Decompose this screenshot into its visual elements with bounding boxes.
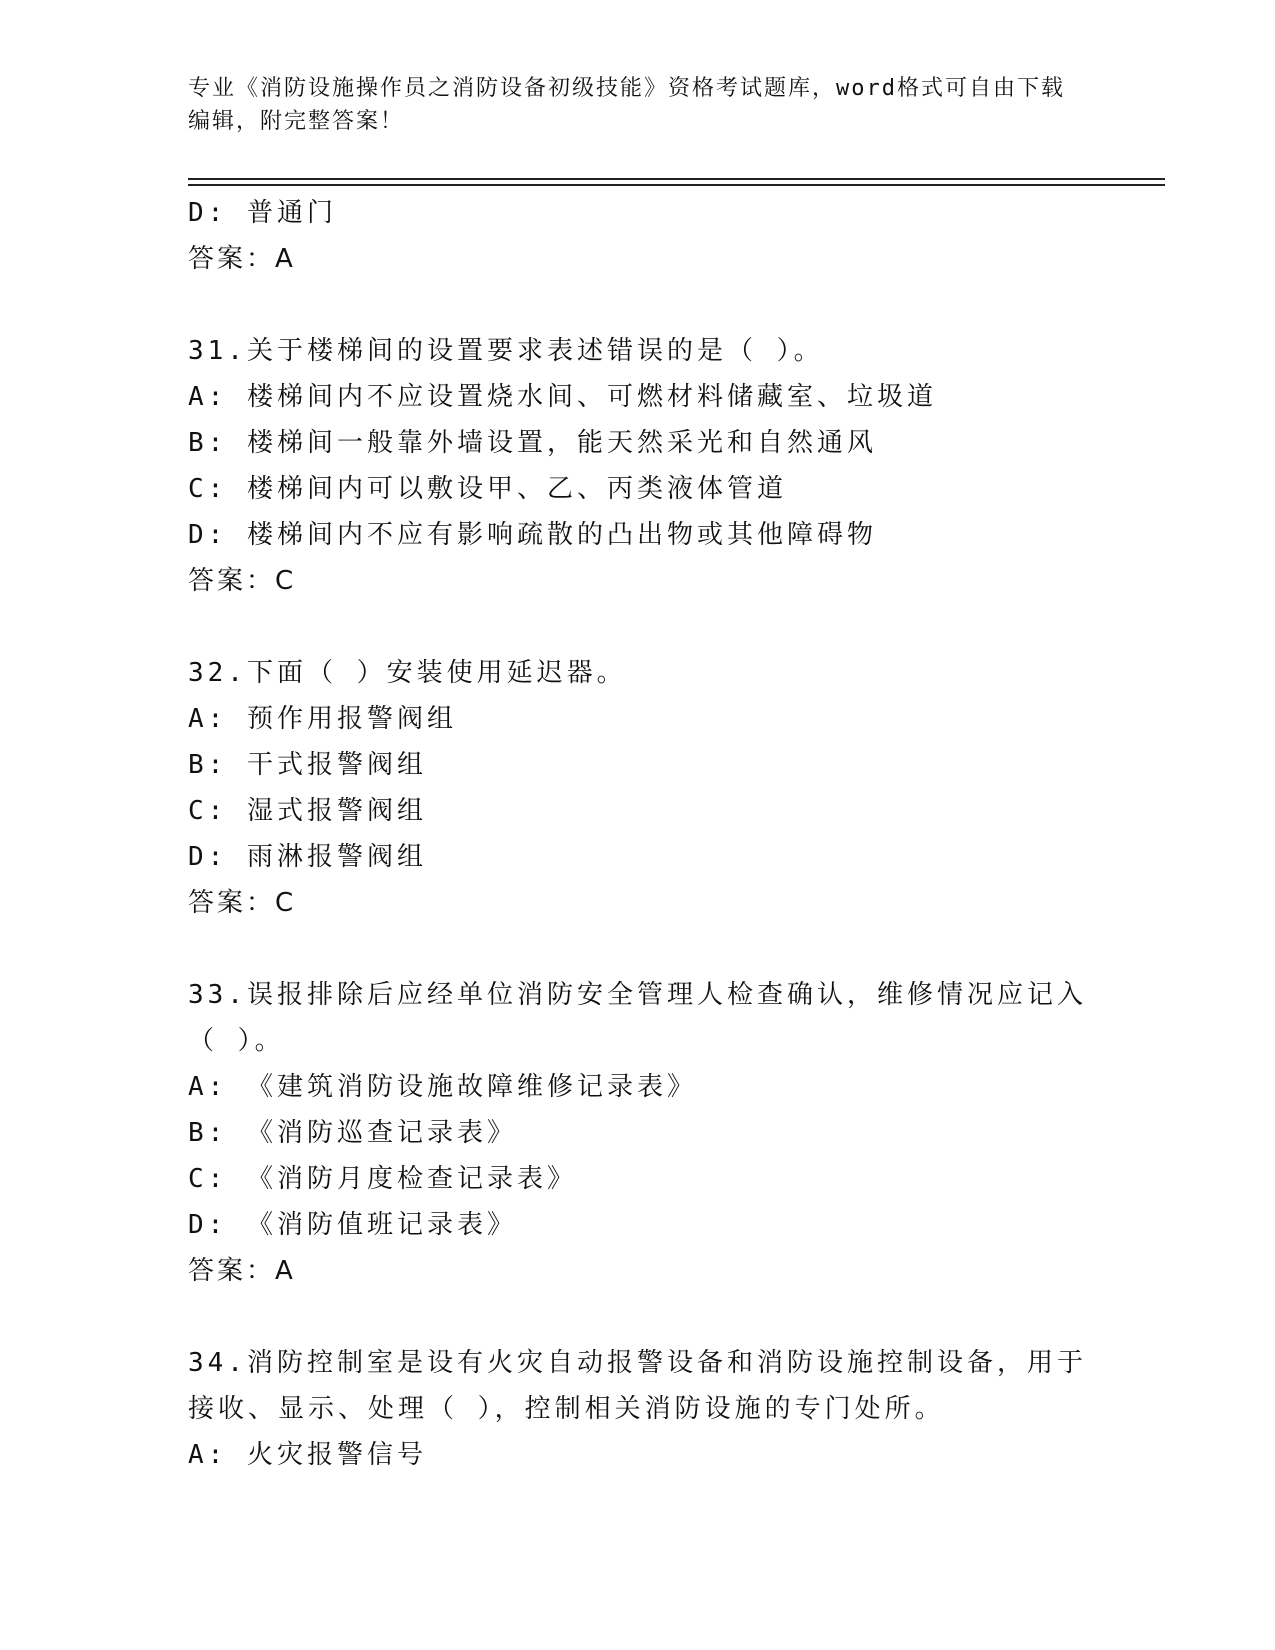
header-divider-bottom xyxy=(188,184,1165,186)
question-stem: 34.消防控制室是设有火灾自动报警设备和消防设施控制设备，用于接收、显示、处理（ ），控制相关消防设施的专门处所。 xyxy=(188,1348,1087,1424)
partial-question-30 xyxy=(188,190,1108,282)
option-b: B: 楼梯间一般靠外墙设置，能天然采光和自然通风 xyxy=(188,428,877,458)
option-d: D: 《消防值班记录表》 xyxy=(188,1210,517,1240)
question-33 xyxy=(188,972,1108,1294)
question-stem: 31.关于楼梯间的设置要求表述错误的是（ ）。 xyxy=(188,336,824,366)
answer-line: 答案：A xyxy=(188,244,296,274)
option-a: A: 预作用报警阀组 xyxy=(188,704,457,734)
header-text: 专业《消防设施操作员之消防设备初级技能》资格考试题库，word格式可自由下载编辑，附完整答案！ xyxy=(188,76,1065,134)
answer-line: 答案：C xyxy=(188,888,297,918)
document-body xyxy=(188,190,1108,1478)
question-34 xyxy=(188,1340,1108,1478)
header-divider-top xyxy=(188,178,1165,180)
option-a: A: 火灾报警信号 xyxy=(188,1440,427,1470)
option-c: C: 楼梯间内可以敷设甲、乙、丙类液体管道 xyxy=(188,474,787,504)
option-c: C: 《消防月度检查记录表》 xyxy=(188,1164,577,1194)
question-32 xyxy=(188,650,1108,926)
question-stem: 33.误报排除后应经单位消防安全管理人检查确认，维修情况应记入（ ）。 xyxy=(188,980,1087,1056)
question-31 xyxy=(188,328,1108,604)
option-d: D: 楼梯间内不应有影响疏散的凸出物或其他障碍物 xyxy=(188,520,877,550)
answer-line: 答案：A xyxy=(188,1256,296,1286)
option-b: B: 干式报警阀组 xyxy=(188,750,427,780)
option-d: D: 普通门 xyxy=(188,198,337,228)
option-a: A: 楼梯间内不应设置烧水间、可燃材料储藏室、垃圾道 xyxy=(188,382,937,412)
answer-line: 答案：C xyxy=(188,566,297,596)
option-c: C: 湿式报警阀组 xyxy=(188,796,427,826)
question-stem: 32.下面（ ）安装使用延迟器。 xyxy=(188,658,627,688)
option-b: B: 《消防巡查记录表》 xyxy=(188,1118,517,1148)
document-header xyxy=(188,72,1088,138)
option-d: D: 雨淋报警阀组 xyxy=(188,842,427,872)
option-a: A: 《建筑消防设施故障维修记录表》 xyxy=(188,1072,697,1102)
